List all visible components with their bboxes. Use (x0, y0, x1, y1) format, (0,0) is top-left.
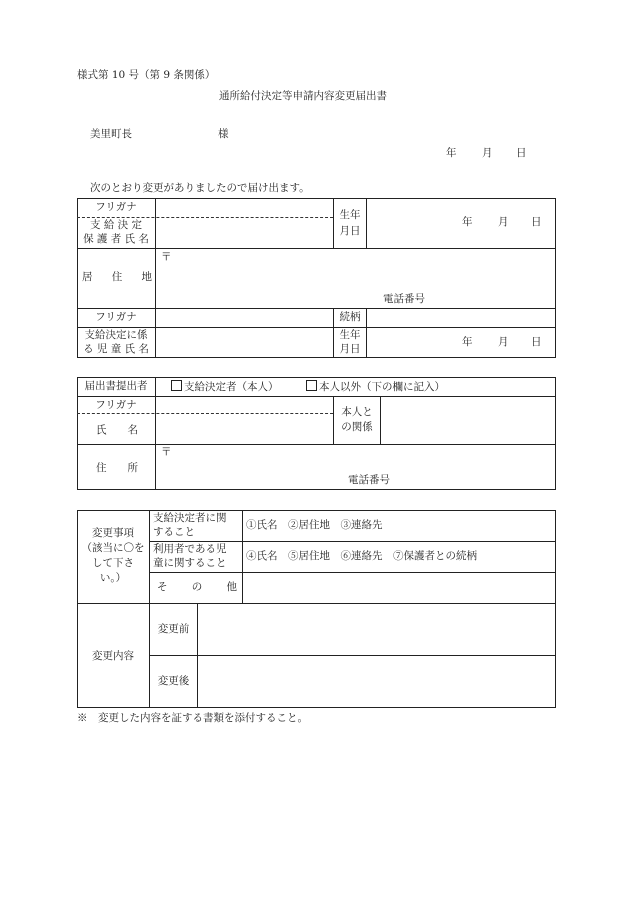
before-label: 変更前 (157, 623, 190, 635)
submitter-furigana-label: フリガナ (95, 399, 137, 411)
child-label-line1: 支給決定に係 (84, 329, 148, 341)
child-birth-day-label: 日 (531, 336, 542, 348)
birth-date-input[interactable] (367, 199, 555, 247)
footnote: ※ 変更した内容を証する書類を添付すること。 (77, 712, 308, 724)
recipient-category-line1: 支給決定者に関 (153, 512, 227, 524)
user-options[interactable]: ④氏名 ⑤居住地 ⑥連絡先 ⑦保護者との続柄 (246, 550, 477, 562)
child-birth-date-input[interactable] (367, 328, 555, 357)
change-items-label: 変更事項 （該当に〇を して下さ い。） (81, 527, 145, 585)
date-day-label: 日 (516, 147, 527, 159)
addressee: 美里町長 (90, 128, 132, 140)
submitter-postal-mark: 〒 (161, 446, 172, 458)
user-category-line1: 利用者である児 (153, 543, 227, 555)
checkbox-self[interactable] (171, 380, 182, 391)
change-content-label: 変更内容 (92, 650, 134, 662)
relation-label-line2: の関係 (341, 421, 373, 433)
relationship-input[interactable] (367, 309, 555, 326)
checkbox-other[interactable] (306, 380, 317, 391)
relationship-label: 続柄 (339, 311, 361, 323)
submitter-name-label: 氏 名 (96, 424, 138, 436)
child-name-input[interactable] (156, 328, 332, 357)
residence-label: 居 住 地 (82, 271, 152, 283)
other-input[interactable] (243, 573, 555, 602)
child-birth-month-label: 月 (498, 336, 509, 348)
birth-year-label: 年 (462, 216, 473, 228)
furigana-label: フリガナ (95, 201, 137, 213)
recipient-label-line1: 支 給 決 定 (89, 219, 142, 231)
submitter-label: 届出書提出者 (84, 380, 148, 392)
birth-month-label: 月 (498, 216, 509, 228)
option-self[interactable]: 支給決定者（本人） (171, 380, 279, 394)
after-label: 変更後 (157, 675, 190, 687)
addressee-honorific: 様 (218, 128, 229, 140)
form-number: 様式第 10 号（第 9 条関係） (77, 69, 216, 81)
child-label-line2: る 児 童 氏 名 (83, 343, 149, 355)
after-input[interactable] (198, 656, 555, 707)
phone-label: 電話番号 (383, 293, 425, 305)
recipient-label-line2: 保 護 者 氏 名 (83, 233, 149, 245)
form-title: 通所給付決定等申請内容変更届出書 (219, 90, 387, 102)
submitter-name-input[interactable] (156, 414, 332, 443)
child-furigana-input[interactable] (156, 309, 332, 326)
other-category-label: そ の 他 (157, 581, 237, 593)
child-furigana-label: フリガナ (95, 311, 137, 323)
child-birth-year-label: 年 (462, 336, 473, 348)
birth-label-line2: 月日 (339, 225, 361, 237)
submitter-address-input[interactable] (156, 445, 555, 489)
intro-text: 次のとおり変更がありましたので届け出ます。 (90, 182, 310, 194)
before-input[interactable] (198, 604, 555, 654)
date-year-label: 年 (446, 147, 457, 159)
residence-input[interactable] (156, 249, 555, 307)
child-birth-label-line1: 生年 (339, 329, 361, 341)
user-category-line2: 童に関すること (153, 557, 227, 569)
date-month-label: 月 (482, 147, 493, 159)
postal-mark: 〒 (161, 251, 172, 263)
relation-label-line1: 本人と (341, 406, 373, 418)
furigana-input[interactable] (156, 199, 332, 216)
birth-label-line1: 生年 (339, 209, 361, 221)
option-other[interactable]: 本人以外（下の欄に記入） (306, 380, 445, 394)
submitter-address-label: 住 所 (96, 462, 138, 474)
recipient-options[interactable]: ①氏名 ②居住地 ③連絡先 (246, 519, 383, 531)
child-birth-label-line2: 月日 (339, 343, 361, 355)
submitter-furigana-input[interactable] (156, 397, 332, 412)
submitter-phone-label: 電話番号 (348, 474, 390, 486)
recipient-category-line2: すること (153, 526, 195, 538)
birth-day-label: 日 (531, 216, 542, 228)
recipient-name-input[interactable] (156, 218, 332, 247)
relation-input[interactable] (381, 397, 555, 443)
